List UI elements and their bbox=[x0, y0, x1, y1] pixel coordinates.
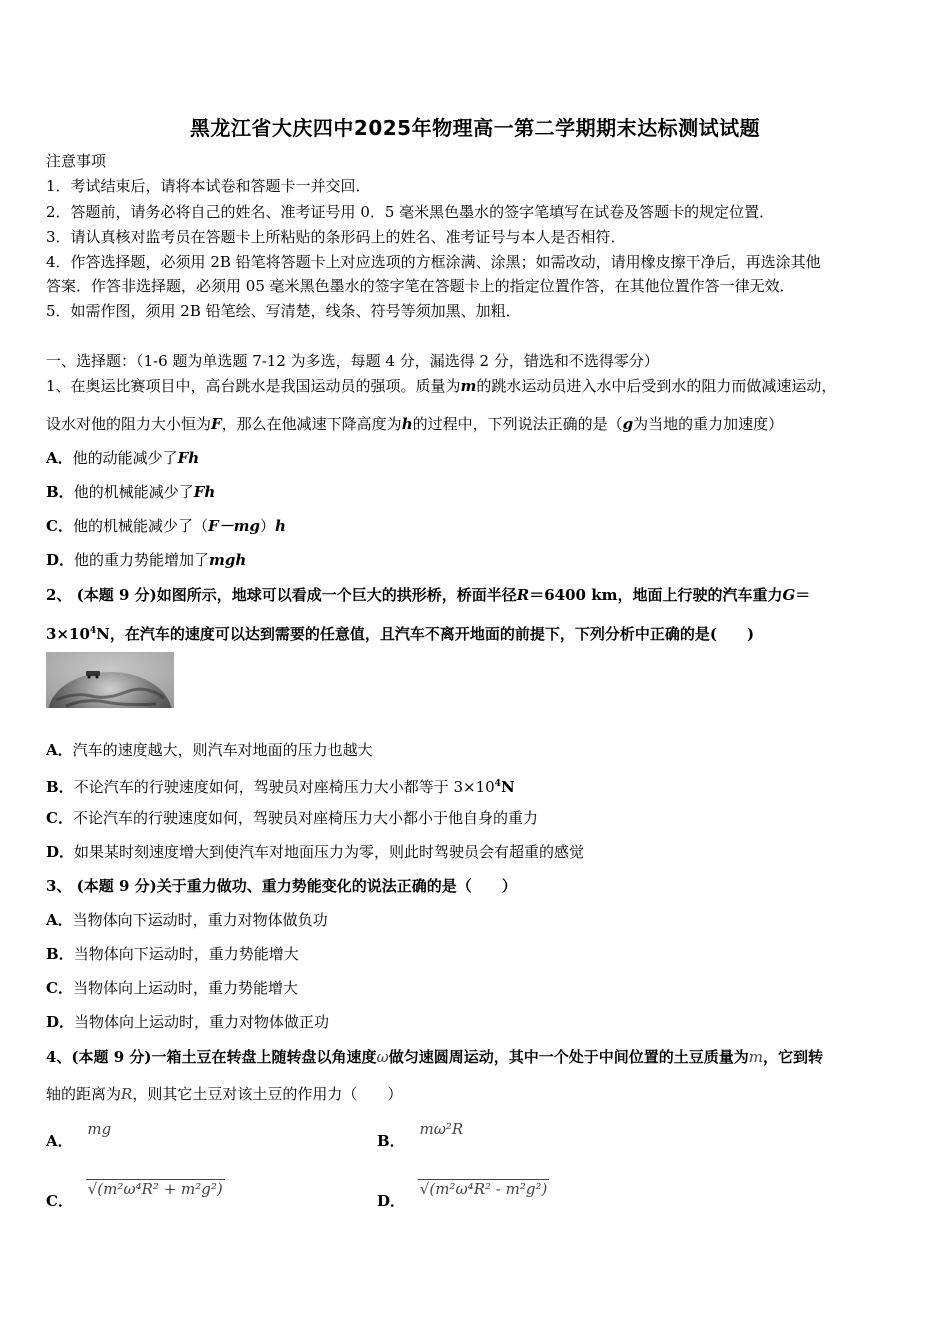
q1-option-d: D．他的重力势能增加了mgh bbox=[46, 551, 247, 569]
q3-option-b: B．当物体向下运动时，重力势能增大 bbox=[46, 945, 299, 963]
q4-option-c: C． √(m²ω⁴R² + m²g²) bbox=[46, 1180, 223, 1210]
section-heading: 一、选择题：（1-6 题为单选题 7-12 为多选，每题 4 分，漏选得 2 分，错选和不选得零分） bbox=[46, 352, 659, 370]
notice-item-2: 2．答题前，请务必将自己的姓名、准考证号用 0．5 毫米黑色墨水的签字笔填写在试卷及答题卡的规定位置． bbox=[46, 203, 775, 221]
earth-figure-svg bbox=[46, 652, 174, 708]
q3-option-a: A．当物体向下运动时，重力对物体做负功 bbox=[46, 911, 328, 929]
q4-option-a: A． mg bbox=[46, 1120, 112, 1150]
q1-stem-line1: 1、在奥运比赛项目中，高台跳水是我国运动员的强项。质量为m的跳水运动员进入水中后受到水的阻力而做减速运动， bbox=[46, 377, 837, 395]
q1-option-c: C．他的机械能减少了（F－mg）h bbox=[46, 517, 286, 535]
q1-option-b: B．他的机械能减少了Fh bbox=[46, 483, 216, 501]
q2-stem-line1: 2、 (本题 9 分)如图所示，地球可以看成一个巨大的拱形桥，桥面半径R＝6400 km，地面上行驶的汽车重力G＝ bbox=[46, 586, 811, 604]
q2-option-c: C．不论汽车的行驶速度如何，驾驶员对座椅压力大小都小于他自身的重力 bbox=[46, 809, 538, 827]
notice-heading: 注意事项 bbox=[46, 152, 107, 170]
q2-option-b: B．不论汽车的行驶速度如何，驾驶员对座椅压力大小都等于 $3\times 10^4N$ bbox=[46, 778, 515, 796]
q4-stem-line2: 轴的距离为R，则其它土豆对该土豆的作用力（ ） bbox=[46, 1085, 403, 1103]
notice-item-1: 1．考试结束后，请将本试卷和答题卡一并交回． bbox=[46, 177, 371, 195]
q2-option-a: A．汽车的速度越大，则汽车对地面的压力也越大 bbox=[46, 741, 373, 759]
q4-option-d: D． √(m²ω⁴R² - m²g²) bbox=[377, 1180, 548, 1210]
q2-stem-line2: $3\times 10^4N$，在汽车的速度可以达到需要的任意值，且汽车不离开地面的前提下，下列分析中正确的是( ) bbox=[46, 625, 755, 643]
notice-item-4: 4．作答选择题，必须用 2B 铅笔将答题卡上对应选项的方框涂满、涂黑；如需改动，请用橡皮擦干净后，再选涂其他 bbox=[46, 253, 821, 271]
notice-item-5: 5．如需作图，须用 2B 铅笔绘、写清楚，线条、符号等须加黑、加粗． bbox=[46, 302, 521, 320]
q2-option-d: D．如果某时刻速度增大到使汽车对地面压力为零，则此时驾驶员会有超重的感觉 bbox=[46, 843, 585, 861]
q1-option-a: A．他的动能减少了Fh bbox=[46, 449, 200, 467]
notice-item-4-cont: 答案．作答非选择题，必须用 05 毫米黑色墨水的签字笔在答题卡上的指定位置作答，在其他位置作答一律无效． bbox=[46, 277, 795, 295]
q4-stem-line1: 4、(本题 9 分)一箱土豆在转盘上随转盘以角速度ω做匀速圆周运动，其中一个处于中间位置的土豆质量为m，它到转 bbox=[46, 1048, 824, 1066]
notice-item-3: 3．请认真核对监考员在答题卡上所粘贴的条形码上的姓名、准考证号与本人是否相符． bbox=[46, 228, 626, 246]
q3-option-d: D．当物体向上运动时，重力对物体做正功 bbox=[46, 1013, 330, 1031]
q4-option-b: B． mω²R bbox=[377, 1120, 464, 1150]
earth-arch-bridge-figure bbox=[46, 652, 174, 708]
page-title: 黑龙江省大庆四中2025年物理高一第二学期期末达标测试试题 bbox=[189, 116, 761, 140]
q1-stem-line2: 设水对他的阻力大小恒为F，那么在他减速下降高度为h的过程中，下列说法正确的是（g为当地的重力加速度） bbox=[46, 415, 784, 433]
q3-option-c: C．当物体向上运动时，重力势能增大 bbox=[46, 979, 298, 997]
q3-stem: 3、 (本题 9 分)关于重力做功、重力势能变化的说法正确的是（ ） bbox=[46, 877, 517, 895]
